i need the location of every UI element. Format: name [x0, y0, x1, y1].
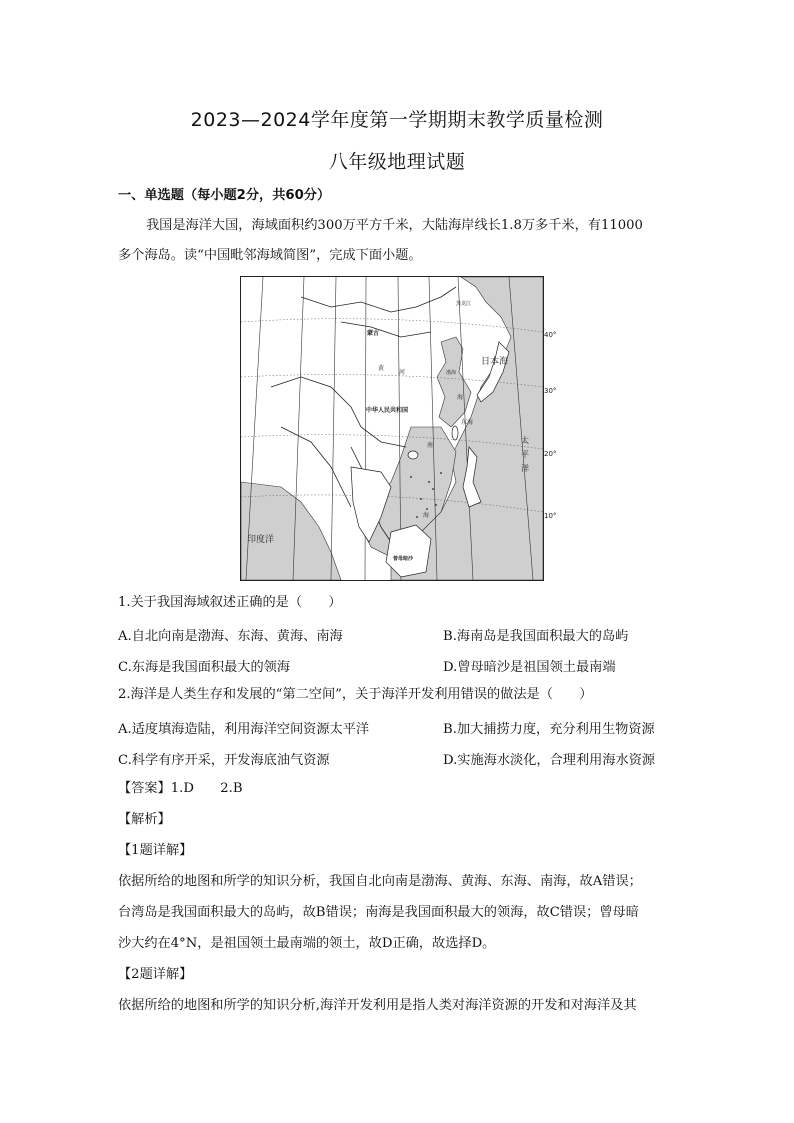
label-bohai: 渤海 — [446, 370, 457, 376]
detail1-label: 【1题详解】 — [118, 843, 193, 858]
indian-ocean-area — [241, 482, 341, 580]
detail2-line-1: 依据所给的地图和所学的知识分析,海洋开发利用是指人类对海洋资源的开发和对海洋及其 — [118, 998, 637, 1013]
china-adjacent-seas-map — [240, 276, 544, 581]
lat-label: 40° — [544, 331, 557, 339]
label-pacific-3: 洋 — [521, 464, 529, 473]
answer-line: 【答案】1.D 2.B — [118, 781, 243, 796]
label-pacific-2: 平 — [521, 450, 529, 459]
lat-label: 20° — [544, 450, 557, 458]
hainan-island — [408, 451, 418, 459]
label-japan-sea: 日本海 — [481, 357, 509, 367]
label-zengmu: 曾母暗沙 — [393, 556, 414, 562]
q2-stem: 2.海洋是人类生存和发展的“第二空间”，关于海洋开发利用错误的做法是（ ） — [118, 687, 593, 702]
label-nan: 南 — [427, 442, 434, 449]
label-hai: 海 — [457, 394, 464, 401]
bohai-yellow-sea-area — [437, 337, 474, 427]
label-indian-ocean: 印度洋 — [247, 535, 275, 545]
q2-option-d: D.实施海水淡化，合理利用海水资源 — [443, 753, 656, 768]
map-figure — [241, 277, 543, 580]
label-pacific-1: 太 — [521, 436, 529, 445]
exam-title: 2023—2024学年度第一学期期末教学质量检测 — [190, 109, 604, 131]
intro-line-2: 多个海岛。读“中国毗邻海域简图”，完成下面小题。 — [118, 248, 422, 263]
label-he: 河 — [399, 369, 406, 376]
label-donghai: 东海 — [461, 419, 474, 426]
detail1-line-2: 台湾岛是我国面积最大的岛屿，故B错误；南海是我国面积最大的领海，故C错误；曾母暗 — [118, 905, 639, 920]
borneo — [386, 525, 431, 577]
intro-line-1: 我国是海洋大国，海域面积约300万平方千米，大陆海岸线长1.8万多千米，有11000 — [146, 218, 643, 233]
exam-subtitle: 八年级地理试题 — [328, 151, 466, 173]
lat-label: 30° — [544, 387, 557, 395]
q2-option-c: C.科学有序开采，开发海底油气资源 — [118, 753, 330, 768]
detail1-line-3: 沙大约在4°N，是祖国领土最南端的领土，故D正确，故选择D。 — [118, 936, 496, 951]
label-mongolia: 蒙古 — [367, 330, 380, 337]
analysis-label: 【解析】 — [118, 812, 171, 827]
q1-option-a: A.自北向南是渤海、东海、黄海、南海 — [118, 629, 343, 644]
taiwan-island — [452, 426, 458, 440]
q1-stem: 1.关于我国海域叙述正确的是（ ） — [118, 595, 342, 610]
detail1-line-1: 依据所给的地图和所学的知识分析，我国自北向南是渤海、黄海、东海、南海，故A错误； — [118, 874, 642, 889]
section-heading: 一、单选题（每小题2分，共60分） — [118, 188, 331, 203]
q2-option-b: B.加大捕捞力度，充分利用生物资源 — [443, 722, 655, 737]
q2-option-a: A.适度填海造陆，利用海洋空间资源太平洋 — [118, 722, 370, 737]
label-nan-hai: 海 — [423, 512, 430, 519]
q1-option-d: D.曾母暗沙是祖国领土最南端 — [443, 660, 616, 675]
q1-option-c: C.东海是我国面积最大的领海 — [118, 660, 291, 675]
label-china: 中华人民共和国 — [366, 407, 409, 414]
label-heilongjiang: 黑龙江 — [456, 301, 472, 307]
label-huang: 黄 — [378, 365, 385, 372]
lat-label: 10° — [544, 512, 557, 520]
q1-option-b: B.海南岛是我国面积最大的岛屿 — [443, 629, 629, 644]
detail2-label: 【2题详解】 — [118, 967, 193, 982]
